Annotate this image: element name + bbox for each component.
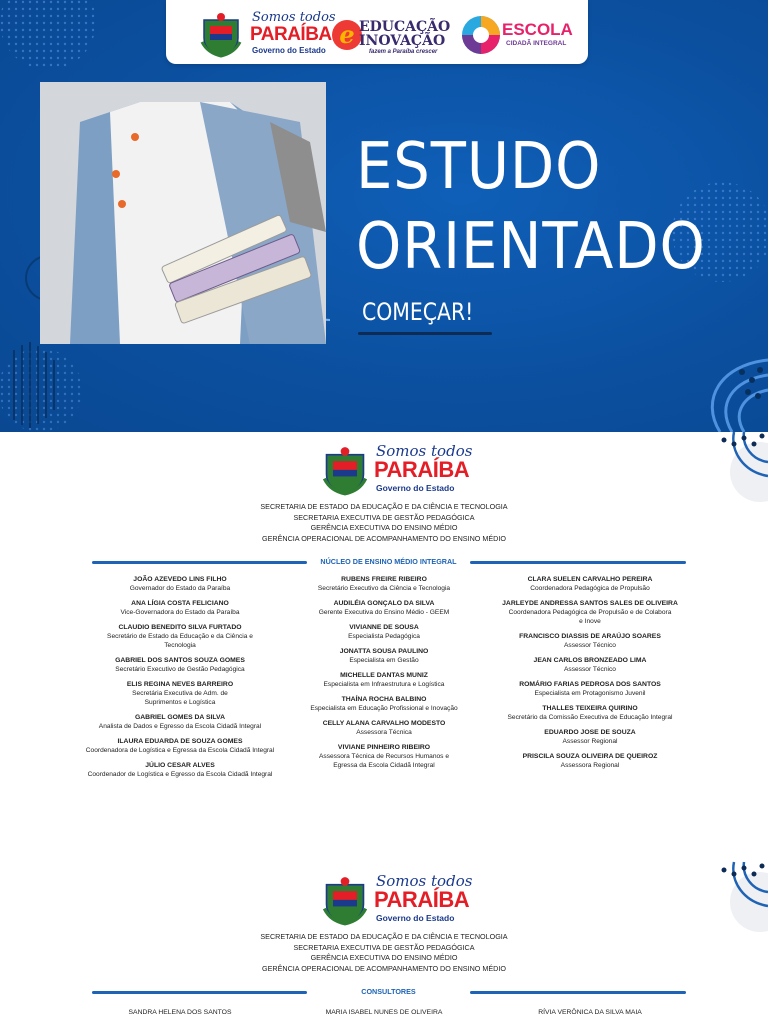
staff-role: Especialista Pedagógica <box>348 633 420 640</box>
staff-role: Assessora Técnica de Recursos Humanos e Egressa da Escola Cidadã Integral <box>319 753 449 769</box>
staff-name: JEAN CARLOS BRONZEADO LIMA <box>533 657 647 664</box>
staff-name: THAÍNA ROCHA BALBINO <box>341 696 427 703</box>
staff-role: Assessora Regional <box>560 762 620 769</box>
staff-role: Coordenadora Pedagógica de Propulsão <box>530 585 650 592</box>
section-divider-right <box>470 991 686 994</box>
staff-column-middle <box>264 575 504 776</box>
consultant-name: SANDRA HELENA DOS SANTOS <box>128 1009 232 1016</box>
gov-logo-caption: Governo do Estado <box>376 913 455 923</box>
staff-name: VIVIANE PINHEIRO RIBEIRO <box>337 744 431 751</box>
staff-name: AUDILÉIA GONÇALO DA SILVA <box>333 600 435 607</box>
staff-name: PRISCILA SOUZA OLIVEIRA DE QUEIROZ <box>522 753 658 760</box>
student-photo <box>40 82 326 344</box>
gov-logo-caption: Governo do Estado <box>376 483 455 493</box>
page-gap <box>0 828 768 862</box>
staff-entry <box>470 599 710 626</box>
staff-entry <box>264 743 504 770</box>
staff-role: Coordenadora Pedagógica de Propulsão e de Colabora e Inove <box>508 609 672 625</box>
paraiba-coat-of-arms-icon <box>322 876 368 926</box>
department-list <box>184 932 584 974</box>
edu-logo-line2: INOVAÇÃO <box>359 33 446 49</box>
staff-role: Secretário Executivo de Gestão Pedagógica <box>115 666 245 673</box>
staff-entry <box>470 632 710 650</box>
section-divider-right <box>470 561 686 564</box>
staff-role: Analista de Dados e Egresso da Escola Cidadã Integral <box>98 723 262 730</box>
staff-role: Especialista em Protagonismo Juvenil <box>534 690 646 697</box>
escola-cidada-integral-icon <box>461 15 501 55</box>
staff-role: Coordenador de Logística e Egresso da Escola Cidadã Integral <box>87 771 273 778</box>
staff-role: Assessor Técnico <box>564 642 616 649</box>
staff-entry <box>264 719 504 737</box>
staff-role: Secretário de Estado da Educação e da Ciência e Tecnologia <box>107 633 253 649</box>
consultant-name: MARIA ISABEL NUNES DE OLIVEIRA <box>325 1009 443 1016</box>
staff-role: Assessor Técnico <box>564 666 616 673</box>
staff-entry <box>470 704 710 722</box>
credits-page <box>0 432 768 828</box>
staff-entry <box>264 647 504 665</box>
consultant-name: RÍVIA VERÔNICA DA SILVA MAIA <box>538 1009 642 1016</box>
gov-logo-title: PARAÍBA <box>250 24 332 45</box>
gov-logo-subtitle: Somos todos <box>376 442 473 460</box>
staff-name: ELIS REGINA NEVES BARREIRO <box>126 681 234 688</box>
section-divider-left <box>92 991 307 994</box>
gov-logo-title: PARAÍBA <box>374 887 470 912</box>
staff-column-right <box>470 575 710 776</box>
staff-role: Vice-Governadora do Estado da Paraíba <box>120 609 240 616</box>
staff-entry <box>264 695 504 713</box>
staff-name: THALLES TEIXEIRA QUIRINO <box>542 705 638 712</box>
staff-entry <box>470 728 710 746</box>
staff-name: JÚLIO CESAR ALVES <box>145 762 215 769</box>
paraiba-coat-of-arms-icon <box>322 446 368 496</box>
consultant-column-middle <box>264 1008 504 1018</box>
start-button-label: COMEÇAR! <box>362 298 474 326</box>
staff-role: Secretário da Comissão Executiva de Educação Integral <box>507 714 673 721</box>
edu-logo-tagline: fazem a Paraíba crescer <box>369 49 438 55</box>
gov-logo-caption: Governo do Estado <box>252 46 326 55</box>
educacao-inovacao-e-icon: e <box>332 20 362 50</box>
staff-name: CLAUDIO BENEDITO SILVA FURTADO <box>118 624 242 631</box>
staff-name: JONATTA SOUSA PAULINO <box>339 648 429 655</box>
department-line: SECRETARIA EXECUTIVA DE GESTÃO PEDAGÓGICA <box>293 942 475 952</box>
staff-entry <box>264 575 504 593</box>
edu-logo-line1: EDUCAÇÃO <box>359 19 451 35</box>
gov-logo-subtitle: Somos todos <box>252 10 336 25</box>
staff-entry <box>264 671 504 689</box>
staff-name: GABRIEL DOS SANTOS SOUZA GOMES <box>115 657 245 664</box>
escola-logo-subtitle: CIDADÃ INTEGRAL <box>506 40 567 47</box>
department-list <box>184 502 584 544</box>
department-line: GERÊNCIA EXECUTIVA DO ENSINO MÉDIO <box>310 953 458 962</box>
staff-entry <box>264 623 504 641</box>
section-title: CONSULTORES <box>361 987 416 996</box>
section-divider-left <box>92 561 307 564</box>
start-button-underline <box>358 332 492 335</box>
start-button[interactable] <box>362 298 492 336</box>
staff-name: MICHELLE DANTAS MUNIZ <box>340 672 428 679</box>
escola-logo-title: ESCOLA <box>502 20 573 39</box>
cover-page <box>0 0 768 432</box>
staff-role: Especialista em Infraestrutura e Logística <box>323 681 445 688</box>
section-title: NÚCLEO DE ENSINO MÉDIO INTEGRAL <box>320 557 457 566</box>
department-line: SECRETARIA DE ESTADO DA EDUCAÇÃO E DA CIÊNCIA E TECNOLOGIA <box>260 502 508 511</box>
gov-logo-title: PARAÍBA <box>374 457 470 482</box>
department-line: GERÊNCIA EXECUTIVA DO ENSINO MÉDIO <box>310 523 458 532</box>
staff-role: Especialista em Gestão <box>349 657 419 664</box>
staff-role: Assessor Regional <box>562 738 618 745</box>
staff-name: JOÃO AZEVEDO LINS FILHO <box>133 576 227 583</box>
staff-name: FRANCISCO DIASSIS DE ARAÚJO SOARES <box>519 633 661 640</box>
staff-entry <box>470 680 710 698</box>
gov-logo-subtitle: Somos todos <box>376 872 473 890</box>
staff-role: Especialista em Educação Profissional e Inovação <box>310 705 458 712</box>
staff-name: GABRIEL GOMES DA SILVA <box>134 714 225 721</box>
cover-title-line2: ORIENTADO <box>356 210 706 284</box>
staff-name: CELLY ALANA CARVALHO MODESTO <box>322 720 446 727</box>
staff-role: Gerente Executiva do Ensino Médio - GEEM <box>318 609 450 616</box>
department-line: GERÊNCIA OPERACIONAL DE ACOMPANHAMENTO DO ENSINO MÉDIO <box>262 963 506 973</box>
cover-title-line1: ESTUDO <box>356 130 602 204</box>
consultants-page <box>0 862 768 1024</box>
department-line: GERÊNCIA OPERACIONAL DE ACOMPANHAMENTO DO ENSINO MÉDIO <box>262 533 506 543</box>
staff-entry <box>264 599 504 617</box>
staff-name: RUBENS FREIRE RIBEIRO <box>341 576 427 583</box>
staff-entry <box>470 656 710 674</box>
staff-role: Coordenadora de Logística e Egressa da Escola Cidadã Integral <box>85 747 275 754</box>
staff-entry <box>470 575 710 593</box>
staff-role: Governador do Estado da Paraíba <box>129 585 231 592</box>
staff-name: EDUARDO JOSE DE SOUZA <box>544 729 636 736</box>
staff-role: Assessora Técnica <box>356 729 412 736</box>
department-line: SECRETARIA EXECUTIVA DE GESTÃO PEDAGÓGICA <box>293 512 475 522</box>
staff-role: Secretária Executiva de Adm. de Suprimentos e Logística <box>132 690 228 706</box>
staff-entry <box>470 752 710 770</box>
staff-name: JARLEYDE ANDRESSA SANTOS SALES DE OLIVEIRA <box>502 600 678 607</box>
staff-name: ILAURA EDUARDA DE SOUZA GOMES <box>117 738 243 745</box>
staff-name: VIVIANNE DE SOUSA <box>349 624 419 631</box>
staff-role: Secretário Executivo da Ciência e Tecnologia <box>317 585 451 592</box>
staff-name: ANA LÍGIA COSTA FELICIANO <box>131 600 229 607</box>
staff-name: ROMÁRIO FARIAS PEDROSA DOS SANTOS <box>519 681 661 688</box>
partner-logos-bar <box>166 0 588 64</box>
staff-name: CLARA SUELEN CARVALHO PEREIRA <box>527 576 653 583</box>
department-line: SECRETARIA DE ESTADO DA EDUCAÇÃO E DA CIÊNCIA E TECNOLOGIA <box>260 932 508 941</box>
consultant-column-right <box>470 1008 710 1018</box>
paraiba-coat-of-arms-icon <box>200 12 242 58</box>
